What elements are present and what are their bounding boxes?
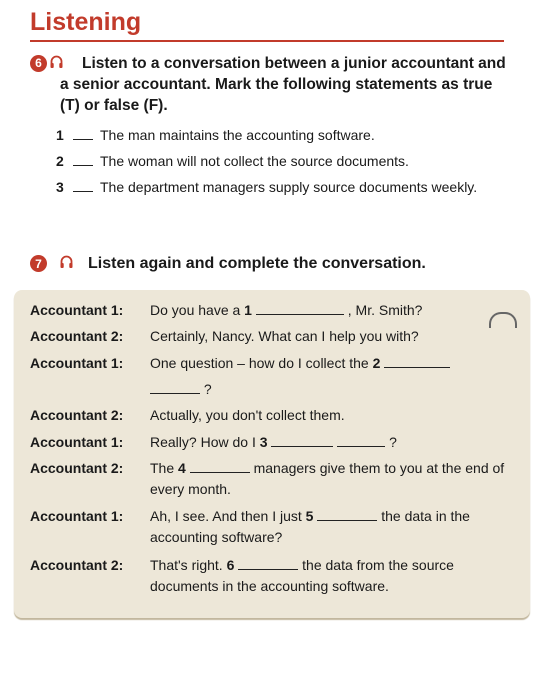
gap-blank[interactable]: [271, 432, 333, 447]
utterance-text: ?: [200, 381, 212, 397]
utterance-text: managers give them to you at the end of every month.: [150, 460, 505, 497]
statement-text: The department managers supply source documents weekly.: [100, 179, 478, 195]
utterance-text: ?: [385, 434, 397, 450]
speaker-label: Accountant 1:: [30, 355, 124, 371]
utterance: Certainly, Nancy. What can I help you with?: [150, 328, 419, 344]
statement-number: 3: [56, 179, 64, 195]
utterance: [150, 506, 516, 548]
utterance: [150, 300, 516, 320]
gap-blank[interactable]: [150, 379, 200, 394]
utterance: [150, 458, 516, 500]
statement-item: [30, 126, 508, 145]
title-rule: [30, 40, 504, 42]
utterance: [150, 350, 516, 402]
gap-number: 5: [305, 508, 314, 524]
statement-text: The man maintains the accounting software.: [100, 127, 375, 143]
exercise-6: [30, 53, 508, 204]
gap-blank[interactable]: [337, 432, 385, 447]
utterance-text: Ah, I see. And then I just: [150, 508, 306, 524]
answer-blank[interactable]: [73, 191, 93, 192]
speaker-label: Accountant 1:: [30, 508, 124, 524]
gap-blank[interactable]: [317, 506, 377, 521]
gap-blank[interactable]: [190, 458, 250, 473]
utterance-text: the data from the source documents in the accounting software.: [150, 557, 454, 594]
utterance: [150, 555, 516, 597]
answer-blank[interactable]: [73, 165, 93, 166]
answer-blank[interactable]: [73, 139, 93, 140]
utterance: Actually, you don't collect them.: [150, 407, 345, 423]
statement-item: [30, 178, 508, 197]
exercise-number-badge: 6: [30, 55, 47, 72]
utterance: [150, 432, 516, 452]
speaker-label: Accountant 1:: [30, 302, 124, 318]
gap-number: 1: [244, 302, 252, 318]
speaker-label: Accountant 2:: [30, 557, 124, 573]
statement-item: [30, 152, 508, 171]
statement-list: [30, 126, 508, 197]
gap-blank[interactable]: [238, 555, 298, 570]
statement-text: The woman will not collect the source documents.: [100, 153, 409, 169]
exercise-6-instruction-block: [30, 53, 508, 116]
utterance-text: Really? How do I: [150, 434, 260, 450]
utterance-text: , Mr. Smith?: [343, 302, 423, 318]
section-title: Listening: [30, 8, 142, 36]
gap-blank[interactable]: [384, 353, 450, 368]
page-curl-mark: [489, 312, 517, 328]
gap-number: 6: [226, 557, 235, 573]
exercise-number-badge: 7: [30, 255, 47, 272]
headphones-icon: [50, 55, 63, 69]
utterance-text: The: [150, 460, 179, 476]
gap-number: 3: [259, 434, 268, 450]
speaker-label: Accountant 2:: [30, 460, 124, 476]
speaker-label: Accountant 2:: [30, 407, 124, 423]
gap-number: 2: [372, 355, 381, 371]
exercise-6-instruction: Listen to a conversation between a junior accountant and a senior accountant. Mark the following statements as true (T) or false (F).: [60, 55, 506, 114]
utterance-text: That's right.: [150, 557, 227, 573]
statement-number: 1: [56, 127, 64, 143]
statement-number: 2: [56, 153, 64, 169]
gap-number: 4: [178, 460, 186, 476]
utterance-text: the data in the accounting software?: [150, 508, 470, 545]
utterance-text: One question – how do I collect the: [150, 355, 373, 371]
speaker-label: Accountant 1:: [30, 434, 124, 450]
gap-blank[interactable]: [256, 300, 344, 315]
speaker-label: Accountant 2:: [30, 328, 124, 344]
exercise-7-instruction: Listen again and complete the conversation.: [88, 255, 426, 272]
conversation-box: [14, 290, 530, 618]
utterance-text: Do you have a: [150, 302, 245, 318]
headphones-icon: [60, 255, 73, 269]
